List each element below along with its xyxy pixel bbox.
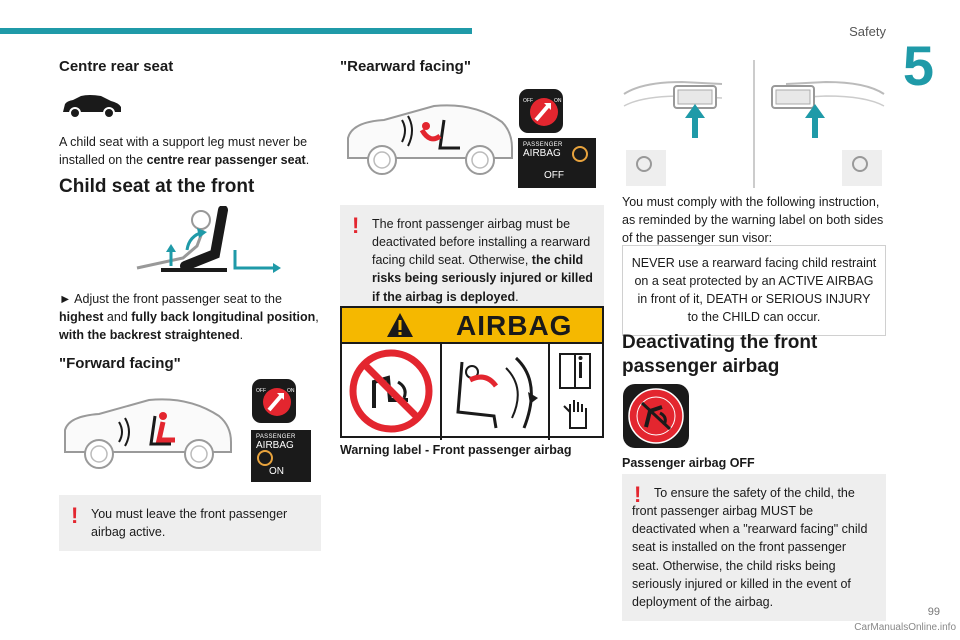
warning-triangle-icon xyxy=(386,312,414,338)
warning-label-caption: Warning label - Front passenger airbag xyxy=(340,443,572,457)
rearward-facing-heading: "Rearward facing" xyxy=(340,58,471,75)
seat-adjust-illustration xyxy=(127,206,287,280)
car-icon xyxy=(59,92,125,120)
section-title: Safety xyxy=(849,24,886,39)
passenger-airbag-on-indicator: PASSENGER AIRBAG ON xyxy=(251,430,311,482)
warning-exclamation-icon: ! xyxy=(352,213,360,238)
airbag-key-switch-off-icon xyxy=(518,88,564,134)
centre-rear-seat-heading: Centre rear seat xyxy=(59,58,174,75)
warning-exclamation-icon: ! xyxy=(71,503,79,528)
child-seat-front-heading: Child seat at the front xyxy=(59,176,255,197)
page-number: 99 xyxy=(927,606,940,618)
sun-visor-warning-notice: NEVER use a rearward facing child restraint on a seat protected by an ACTIVE AIRBAG in front of it, DEATH or SERIOUS INJURY to the CHILD can occur. xyxy=(622,245,886,336)
airbag-key-switch-on-icon xyxy=(251,378,297,424)
svg-text:OFF: OFF xyxy=(256,388,266,394)
comply-instruction-text: You must comply with the following instruction, as reminded by the warning label on both sides of the passenger sun visor: xyxy=(622,195,884,246)
svg-text:ON: ON xyxy=(287,388,295,394)
airbag-warning-label xyxy=(340,306,604,438)
svg-text:ON: ON xyxy=(554,98,562,104)
centre-rear-seat-text: A child seat with a support leg must never be installed on the centre rear passenger seat. xyxy=(59,135,310,168)
airbag-off-caption: Passenger airbag OFF xyxy=(622,456,755,470)
read-manual-icon xyxy=(556,352,596,434)
warning-exclamation-icon: ! xyxy=(634,482,642,507)
svg-text:OFF: OFF xyxy=(523,98,533,104)
airbag-deployment-icon xyxy=(446,352,546,434)
watermark: CarManualsOnline.info xyxy=(854,622,956,633)
child-seat-badge-icon xyxy=(257,450,273,466)
passenger-airbag-off-indicator: PASSENGER AIRBAG OFF xyxy=(518,138,596,188)
airbag-banner: AIRBAG xyxy=(342,308,602,342)
passenger-airbag-off-symbol-icon xyxy=(622,383,690,449)
forward-facing-heading: "Forward facing" xyxy=(59,355,181,372)
chapter-number: 5 xyxy=(902,34,934,97)
header-accent-bar xyxy=(0,28,472,34)
no-rear-facing-seat-icon xyxy=(348,348,434,434)
adjust-seat-instruction: ► Adjust the front passenger seat to the highest and fully back longitudinal position, with the backrest straightened. xyxy=(59,292,319,343)
child-seat-badge-icon xyxy=(572,146,588,162)
forward-facing-warning: ! You must leave the front passenger airbag active. xyxy=(59,495,321,551)
deactivating-airbag-heading: Deactivating the front passenger airbag xyxy=(622,332,818,377)
rearward-facing-warning: ! The front passenger airbag must be deactivated before installing a rearward facing child seat. Otherwise, the child risks being seriously injured or killed if the airbag is deployed. xyxy=(340,205,604,316)
deactivate-airbag-warning: ! To ensure the safety of the child, the front passenger airbag MUST be deactivated when a "rearward facing" child seat is installed on the front passenger seat. Otherwise, the child risks being seriously injured or killed in the event of deployment of the airbag. xyxy=(622,474,886,621)
rearward-facing-car-illustration xyxy=(344,100,516,180)
sun-visor-label-illustration xyxy=(622,58,886,190)
forward-facing-car-illustration xyxy=(59,392,239,476)
